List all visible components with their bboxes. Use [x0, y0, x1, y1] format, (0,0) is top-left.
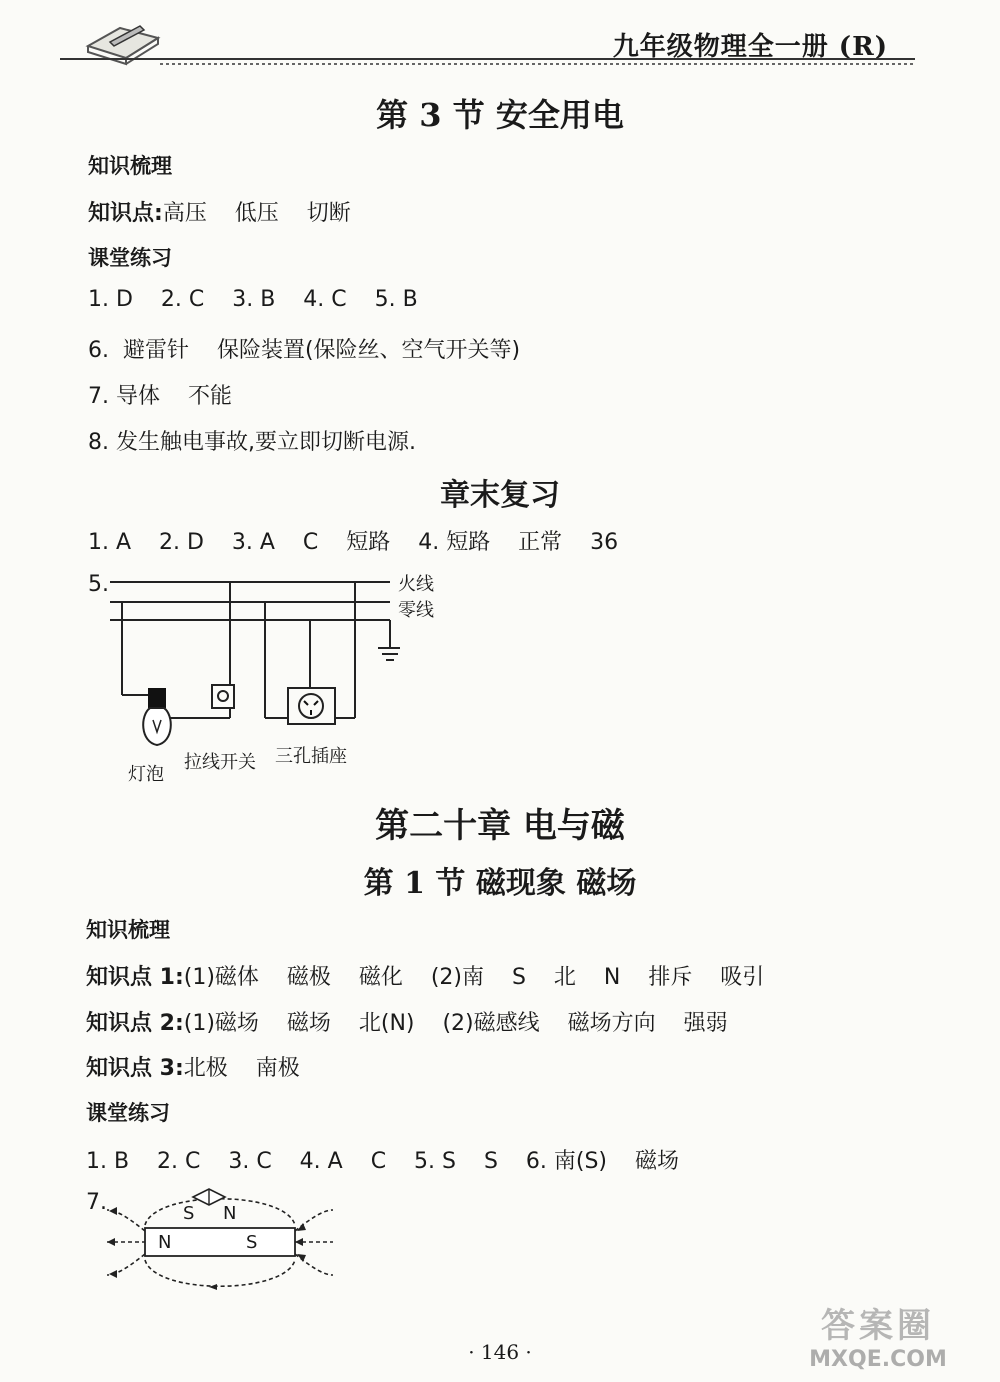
magnet-n-label: N: [158, 1232, 172, 1253]
socket-label: 三孔插座: [275, 746, 347, 767]
section-title: 第 1 节 磁现象 磁场: [363, 866, 637, 901]
knowledge-heading: 知识梳理: [86, 918, 170, 942]
kp2-label: 知识点 2:: [86, 1011, 184, 1036]
answer-line: 1. A 2. D 3. A C 短路 4. 短路 正常 36: [88, 530, 619, 555]
knowledge-point-2: [86, 1006, 728, 1037]
answer-line: 8. 发生触电事故,要立即切断电源.: [88, 430, 416, 455]
answer-line: 7. 导体 不能: [88, 384, 232, 409]
practice-heading: 课堂练习: [88, 246, 172, 270]
switch-label: 拉线开关: [184, 752, 256, 773]
page-number: · 146 ·: [468, 1340, 532, 1364]
answer-line: 1. D 2. C 3. B 4. C 5. B: [88, 287, 418, 312]
fire-line-label: 火线: [398, 574, 434, 595]
review-title: 章末复习: [440, 478, 560, 513]
kp1-text: (1)磁体 磁极 磁化 (2)南 S 北 N 排斥 吸引: [183, 965, 765, 990]
knowledge-heading: 知识梳理: [88, 154, 172, 178]
zero-line-label: 零线: [398, 600, 434, 621]
kp2-text: (1)磁场 磁场 北(N) (2)磁感线 磁场方向 强弱: [183, 1011, 728, 1036]
knowledge-point-3: [86, 1051, 300, 1082]
kp3-text: 北极 南极: [183, 1056, 300, 1081]
knowledge-point: [88, 196, 351, 227]
answer-line: 1. B 2. C 3. C 4. A C 5. S S 6. 南(S) 磁场: [86, 1149, 679, 1174]
watermark: [778, 1298, 978, 1378]
chapter-title: 第二十章 电与磁: [375, 806, 625, 846]
header-title: 九年级物理全一册 (R): [612, 32, 888, 62]
watermark-line2: MXQE.COM: [809, 1347, 947, 1372]
magnet-s-label: S: [246, 1232, 258, 1253]
kp-label: 知识点:: [88, 201, 163, 226]
compass-s-label: S: [183, 1203, 195, 1224]
wiring-diagram: [100, 570, 400, 750]
bulb-icon: [143, 688, 171, 745]
kp3-label: 知识点 3:: [86, 1056, 184, 1081]
question-number: 7.: [86, 1190, 107, 1215]
kp-text: 高压 低压 切断: [162, 201, 351, 226]
answer-line: 6. 避雷针 保险装置(保险丝、空气开关等): [88, 338, 521, 363]
knowledge-point-1: [86, 960, 764, 991]
magnet-field-diagram: [105, 1185, 335, 1300]
bulb-label: 灯泡: [128, 764, 164, 785]
pull-switch: [212, 685, 234, 708]
kp1-label: 知识点 1:: [86, 965, 184, 990]
compass-n-label: N: [223, 1203, 237, 1224]
practice-heading: 课堂练习: [86, 1101, 170, 1125]
section-title: 第 3 节 安全用电: [376, 96, 624, 134]
question-number: 5.: [88, 572, 109, 597]
header-rule: [60, 56, 915, 66]
watermark-line1: 答案圈: [821, 1306, 935, 1346]
